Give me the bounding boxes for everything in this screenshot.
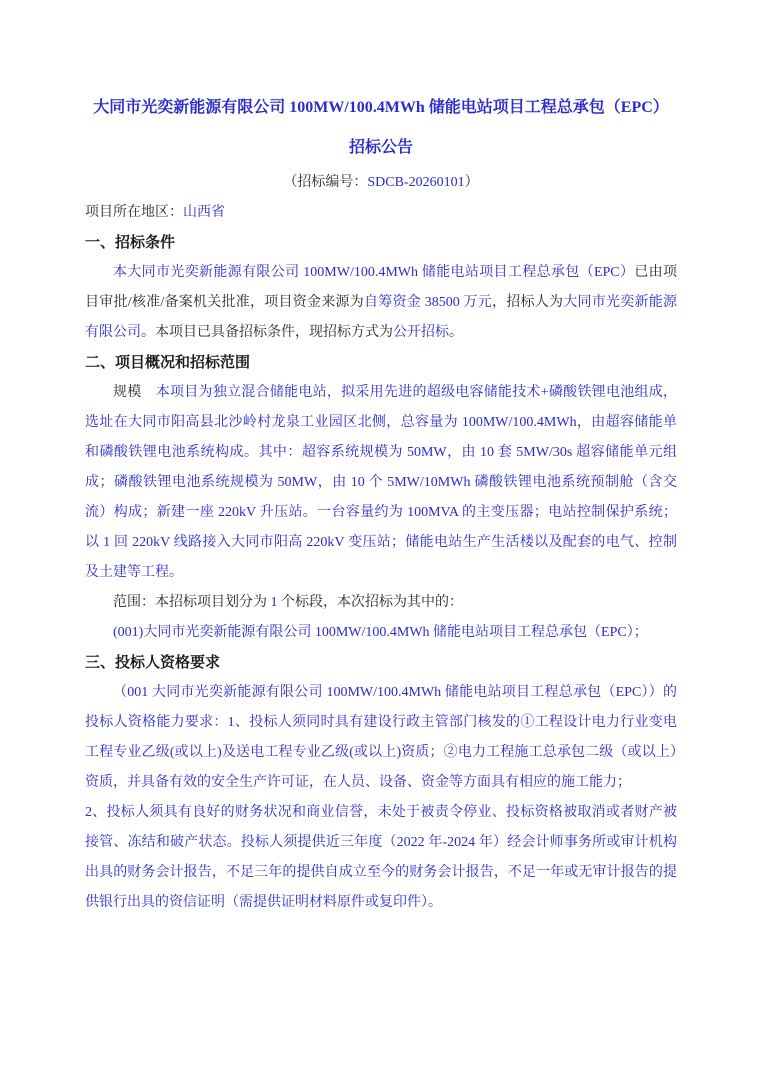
text-segment: 。 (449, 325, 463, 340)
bid-lot-paragraph: (001)大同市光奕新能源有限公司 100MW/100.4MWh 储能电站项目工程总承包（EPC）； (113, 625, 648, 640)
text-segment: 范围：本招标项目划分为 (113, 595, 271, 610)
project-region-line (85, 198, 677, 228)
text-segment: 自筹资金 38500 万元 (364, 295, 493, 310)
tender-number-prefix: （招标编号： (283, 175, 368, 190)
section-heading-project-overview: 二、项目概况和招标范围 (85, 355, 251, 371)
text-segment: ，招标人为 (492, 295, 564, 310)
tender-number-suffix: ） (464, 175, 479, 190)
project-scale-paragraph (85, 378, 677, 588)
section-heading-tender-conditions: 一、招标条件 (85, 235, 176, 251)
tender-scope-paragraph (85, 588, 677, 618)
tender-number-value: SDCB-20260101 (367, 175, 465, 190)
text-segment: 本大同市光奕新能源有限公司 100MW/100.4MWh 储能电站项目工程总承包（EPC） (113, 265, 635, 280)
project-region-value: 山西省 (183, 205, 225, 220)
scale-text: 本项目为独立混合储能电站，拟采用先进的超级电容储能技术+磷酸铁锂电池组成，选址在大同市阳高县北沙岭村龙泉工业园区北侧，总容量为 100MW/100.4MWh，由超容储能单和磷酸铁锂电池系统构成。其中：超容系统规模为 50MW，由 10 套 5MW/30s 超容储能单元组成；磷酸铁锂电池系统规模为 50MW，由 10 个 5MW/10MWh 磷酸铁锂电池系统预制舱（含交流）构成；新建一座 220kV 升压站。一台容量约为 100MVA 的主变压器；电站控制保护系统；以 1 回 220kV 线路接入大同市阳高 220kV 变压站；储能电站生产生活楼以及配套的电气、控制及土建等工程。 (85, 385, 677, 580)
text-segment: 大同市光奕新能源有限公司 (85, 295, 678, 340)
section-heading-bidder-qualifications: 三、投标人资格要求 (85, 655, 221, 671)
text-segment: 已由项目审批/核准/备案机关批准，项目资金来源为 (85, 265, 678, 310)
scale-label: 规模 (113, 385, 156, 400)
text-segment: 个标段，本次招标为其中的： (277, 595, 463, 610)
tender-conditions-paragraph (85, 258, 677, 348)
document-title: 大同市光奕新能源有限公司 100MW/100.4MWh 储能电站项目工程总承包（EPC）招标公告 (93, 99, 669, 156)
text-segment: 。本项目已具备招标条件，现招标方式为 (141, 325, 393, 340)
qualification-paragraph-1: （001 大同市光奕新能源有限公司 100MW/100.4MWh 储能电站项目工程总承包（EPC））的投标人资格能力要求：1、投标人须同时具有建设行政主管部门核发的①工程设计电力行业变电工程专业乙级(或以上)及送电工程专业乙级(或以上)资质；②电力工程施工总承包二级（或以上）资质，并具备有效的安全生产许可证，在人员、设备、资金等方面具有相应的施工能力； (85, 685, 677, 790)
qualification-paragraph-2: 2、投标人须具有良好的财务状况和商业信誉，未处于被责令停业、投标资格被取消或者财产被接管、冻结和破产状态。投标人须提供近三年度（2022 年-2024 年）经会计师事务所或审计机构出具的财务会计报告，不足三年的提供自成立至今的财务会计报告，不足一年或无审计报告的提供银行出具的资信证明（需提供证明材料原件或复印件）。 (85, 805, 677, 910)
text-segment: 1 (270, 595, 278, 610)
tender-number-line (85, 168, 677, 198)
text-segment: 公开招标 (393, 325, 449, 340)
project-region-label: 项目所在地区： (85, 205, 183, 220)
